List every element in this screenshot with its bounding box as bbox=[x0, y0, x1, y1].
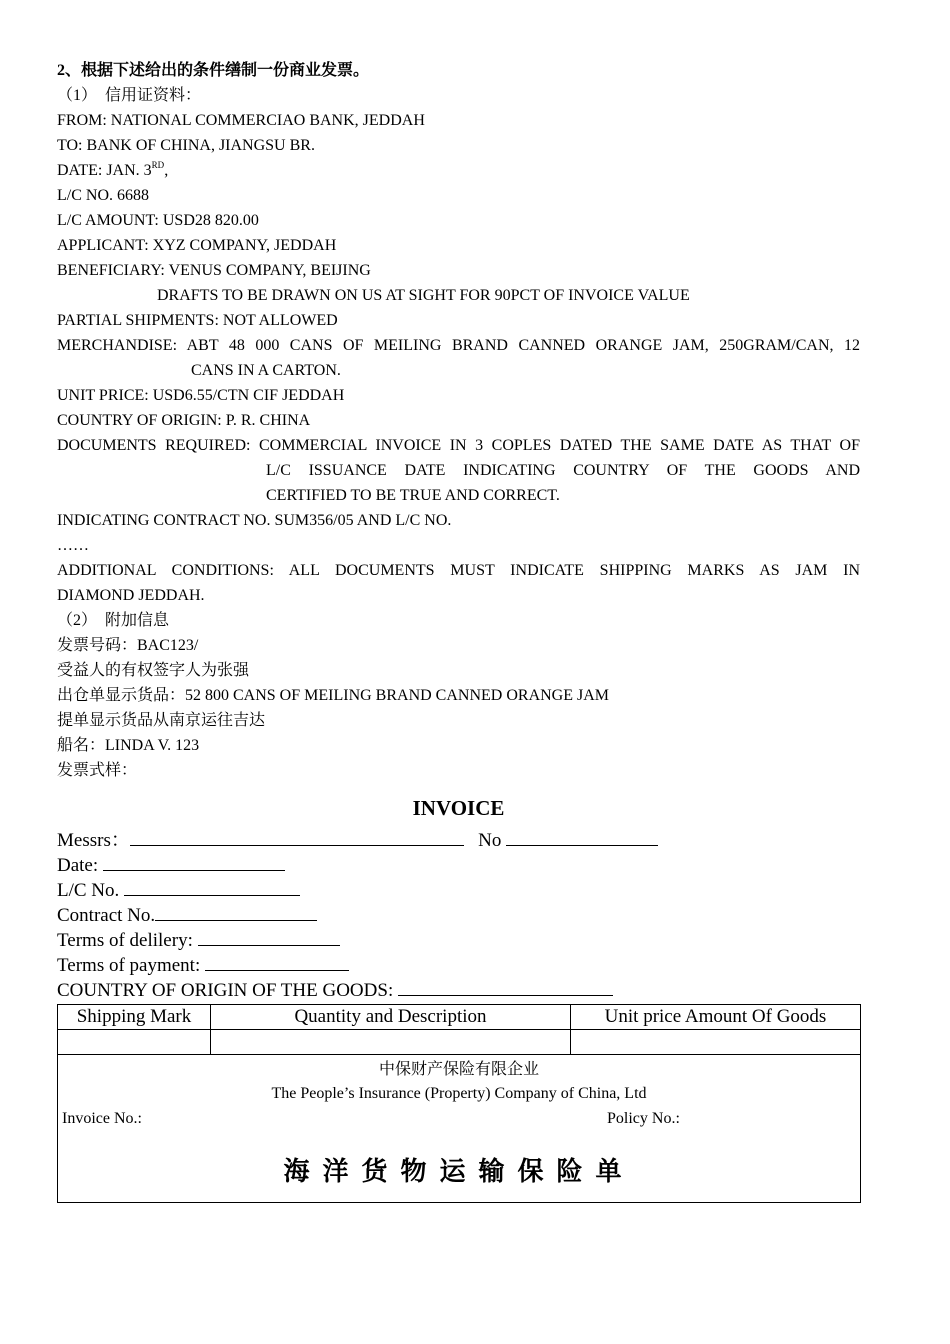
no-label: No bbox=[478, 830, 502, 851]
docs-label: DOCUMENTS REQUIRED: bbox=[57, 437, 251, 454]
extra-invoice-no: 发票号码：BAC123/ bbox=[57, 637, 199, 654]
date-label: Date: bbox=[57, 855, 99, 876]
terms-payment-row bbox=[57, 952, 860, 977]
extra-signer: 受益人的有权签字人为张强 bbox=[57, 662, 250, 679]
invoice-table bbox=[57, 1004, 861, 1055]
lc-number: L/C NO. 6688 bbox=[57, 187, 149, 204]
insurance-company-en: The People’s Insurance (Property) Company of China, Ltd bbox=[271, 1085, 647, 1102]
lc-no-blank[interactable] bbox=[124, 877, 300, 896]
lc-no-label: L/C No. bbox=[57, 880, 120, 901]
insurance-invoice-no-label: Invoice No.: bbox=[62, 1110, 142, 1127]
lc-amount: L/C AMOUNT: USD28 820.00 bbox=[57, 212, 259, 229]
country-row bbox=[57, 977, 860, 1002]
lc-section-label: （1） 信用证资料： bbox=[57, 87, 202, 104]
invoice-table-header bbox=[58, 1005, 861, 1030]
country-blank[interactable] bbox=[398, 977, 613, 996]
insurance-policy-box bbox=[57, 1055, 861, 1203]
col-quantity-description: Quantity and Description bbox=[211, 1005, 571, 1030]
docs-text1: COMMERCIAL INVOICE IN 3 COPLES DATED THE SAME DATE AS THAT OF bbox=[258, 437, 860, 454]
insurance-title-cn: 海洋货物运输保险单 bbox=[283, 1157, 635, 1186]
country-label: COUNTRY OF ORIGIN OF THE GOODS: bbox=[57, 980, 394, 1001]
lc-date-sup: RD bbox=[151, 160, 165, 170]
lc-ellipsis: …… bbox=[57, 537, 89, 554]
messrs-label: Messrs： bbox=[57, 830, 130, 851]
col-unit-price-amount: Unit price Amount Of Goods bbox=[571, 1005, 861, 1030]
contract-row bbox=[57, 902, 860, 927]
insurance-policy-no-label: Policy No.: bbox=[607, 1110, 680, 1127]
messrs-blank[interactable] bbox=[130, 827, 464, 846]
lc-unit-price: UNIT PRICE: USD6.55/CTN CIF JEDDAH bbox=[57, 387, 345, 404]
lc-drafts: DRAFTS TO BE DRAWN ON US AT SIGHT FOR 90PCT OF INVOICE VALUE bbox=[157, 287, 690, 304]
contract-blank[interactable] bbox=[155, 902, 317, 921]
lc-date-prefix: DATE: JAN. 3 bbox=[57, 162, 152, 179]
extra-sample: 发票式样： bbox=[57, 762, 138, 779]
terms-delivery-label: Terms of delilery: bbox=[57, 930, 193, 951]
contract-label: Contract No. bbox=[57, 905, 156, 926]
lc-additional-line2: DIAMOND JEDDAH. bbox=[57, 587, 205, 604]
extra-bl: 提单显示货品从南京运往吉达 bbox=[57, 712, 266, 729]
terms-payment-blank[interactable] bbox=[205, 952, 349, 971]
question-heading: 2、根据下述给出的条件缮制一份商业发票。 bbox=[57, 62, 370, 79]
lc-merchandise-line1 bbox=[57, 333, 860, 358]
terms-payment-label: Terms of payment: bbox=[57, 955, 201, 976]
lc-docs-line1 bbox=[57, 433, 860, 458]
insurance-company-cn: 中保财产保险有限企业 bbox=[378, 1061, 539, 1078]
lc-no-row bbox=[57, 877, 860, 902]
date-row bbox=[57, 852, 860, 877]
messrs-row bbox=[57, 827, 860, 852]
no-blank[interactable] bbox=[506, 827, 658, 846]
merch-text1: ABT 48 000 CANS OF MEILING BRAND CANNED ORANGE JAM, 250GRAM/CAN, 12 bbox=[186, 337, 860, 354]
terms-delivery-row bbox=[57, 927, 860, 952]
invoice-title: INVOICE bbox=[412, 796, 505, 820]
extra-vessel: 船名：LINDA V. 123 bbox=[57, 737, 200, 754]
lc-merchandise-line2: CANS IN A CARTON. bbox=[191, 362, 341, 379]
cell-unit-price-amount[interactable] bbox=[571, 1030, 861, 1055]
terms-delivery-blank[interactable] bbox=[198, 927, 340, 946]
merch-label: MERCHANDISE: bbox=[57, 337, 178, 354]
date-blank[interactable] bbox=[103, 852, 285, 871]
lc-applicant: APPLICANT: XYZ COMPANY, JEDDAH bbox=[57, 237, 337, 254]
lc-docs-line3: CERTIFIED TO BE TRUE AND CORRECT. bbox=[266, 487, 560, 504]
col-shipping-mark: Shipping Mark bbox=[58, 1005, 211, 1030]
extra-warehouse: 出仓单显示货品：52 800 CANS OF MEILING BRAND CANNED ORANGE JAM bbox=[57, 687, 610, 704]
extra-section-label: （2） 附加信息 bbox=[57, 612, 170, 629]
lc-date-suffix: , bbox=[164, 162, 169, 179]
document-page bbox=[57, 58, 860, 1203]
cell-shipping-mark[interactable] bbox=[58, 1030, 211, 1055]
lc-origin: COUNTRY OF ORIGIN: P. R. CHINA bbox=[57, 412, 311, 429]
lc-indicating: INDICATING CONTRACT NO. SUM356/05 AND L/C NO. bbox=[57, 512, 452, 529]
lc-additional-line1: ADDITIONAL CONDITIONS: ALL DOCUMENTS MUST INDICATE SHIPPING MARKS AS JAM IN bbox=[57, 562, 860, 579]
lc-to: TO: BANK OF CHINA, JIANGSU BR. bbox=[57, 137, 315, 154]
lc-from: FROM: NATIONAL COMMERCIAO BANK, JEDDAH bbox=[57, 112, 425, 129]
lc-date bbox=[57, 158, 860, 183]
lc-docs-line2: L/C ISSUANCE DATE INDICATING COUNTRY OF THE GOODS AND bbox=[266, 462, 860, 479]
lc-beneficiary: BENEFICIARY: VENUS COMPANY, BEIJING bbox=[57, 262, 371, 279]
invoice-table-row bbox=[58, 1030, 861, 1055]
cell-quantity-description[interactable] bbox=[211, 1030, 571, 1055]
lc-partial-shipments: PARTIAL SHIPMENTS: NOT ALLOWED bbox=[57, 312, 338, 329]
